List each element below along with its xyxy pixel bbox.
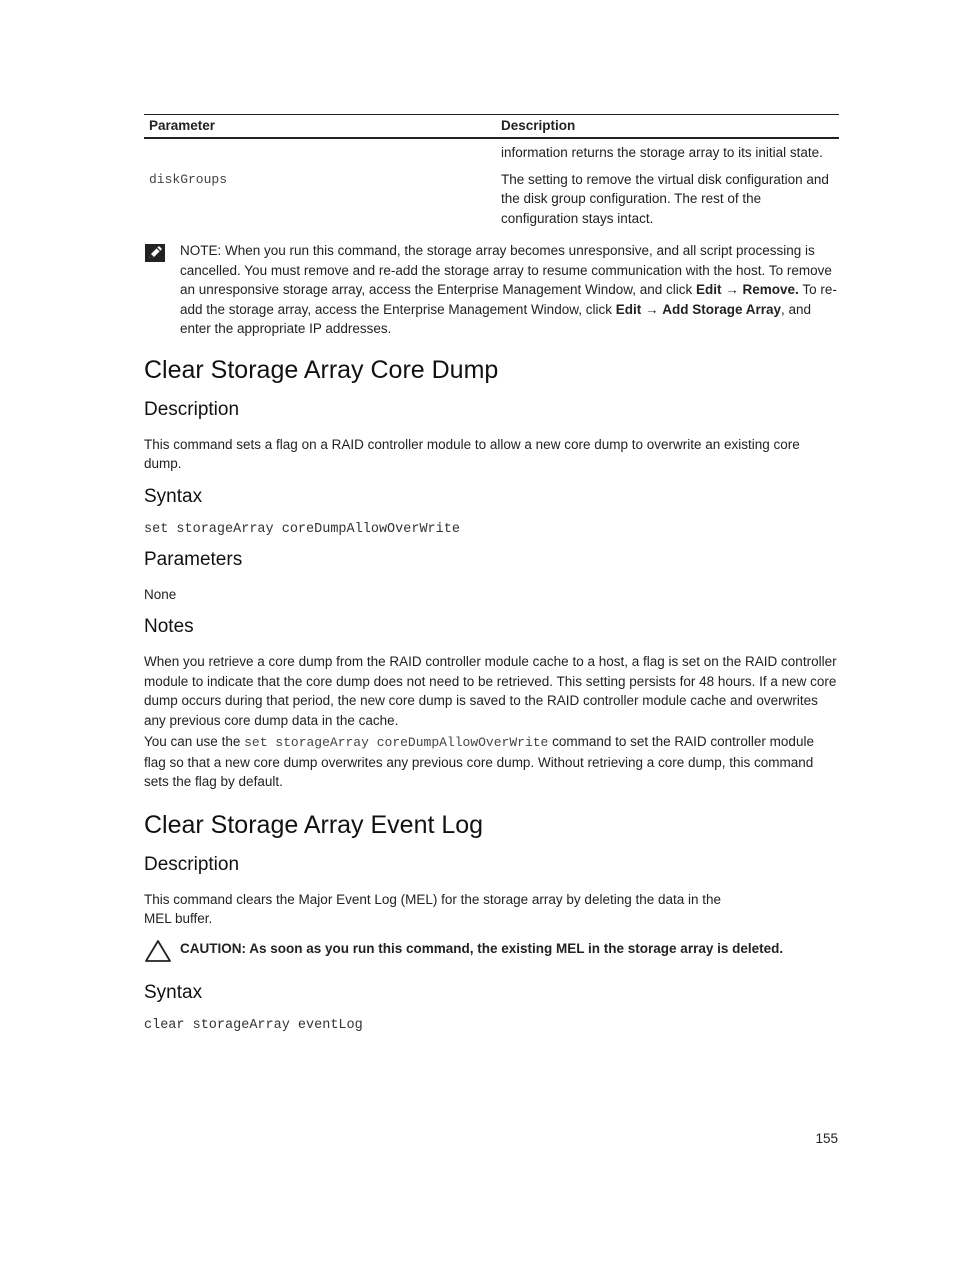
menu-edit: Edit [696, 282, 722, 297]
description-heading: Description [144, 398, 240, 420]
notes-paragraph [144, 732, 839, 792]
table-row [144, 138, 839, 166]
header-description: Description [496, 115, 839, 139]
description-line: This command clears the Major Event Log (MEL) for the storage array by deleting the data in the [144, 891, 722, 907]
param-cell: diskGroups [149, 171, 228, 187]
table-row [144, 166, 839, 232]
caution-box [144, 939, 839, 969]
description-heading: Description [144, 853, 240, 875]
param-cell [144, 138, 496, 166]
description-line: MEL buffer. [144, 911, 213, 926]
arrow: → [641, 301, 663, 317]
section-title: Clear Storage Array Event Log [144, 810, 484, 839]
note-label: NOTE: [180, 243, 222, 258]
syntax-code: set storageArray coreDumpAllowOverWrite [144, 521, 460, 537]
pencil-note-icon [144, 241, 180, 339]
caution-triangle-icon [144, 939, 180, 969]
note-box [144, 241, 839, 339]
desc-cell: information returns the storage array to its initial state. [501, 145, 823, 160]
syntax-heading: Syntax [144, 485, 203, 507]
section-title: Clear Storage Array Core Dump [144, 355, 499, 384]
note-part1: When you run this command, the storage array becomes unresponsive, and all script processing is cancelled. You must remove and re-add the storage array to resume communication with the host. To remove an unresponsive storage array, access the Enterprise Management Window, and click [180, 243, 832, 297]
notes-paragraph: When you retrieve a core dump from the RAID controller module cache to a host, a flag is set on the RAID controller module to indicate that the core dump does not need to be retrieved. This setting persists for 48 hours. If a new core dump occurs during that period, the new core dump is saved to the RAID controller module cache and overwrites any previous core dump data in the cache. [144, 654, 837, 728]
parameter-table [144, 114, 839, 231]
menu-add-storage-array: Add Storage Array [662, 301, 782, 317]
caution-text: CAUTION: As soon as you run this command, the existing MEL in the storage array is deleted. [180, 940, 784, 956]
notes-text: You can use the [144, 734, 245, 749]
description-text: This command sets a flag on a RAID controller module to allow a new core dump to overwrite an existing core dump. [144, 436, 800, 471]
parameters-text: None [144, 586, 177, 602]
syntax-heading: Syntax [144, 982, 203, 1003]
notes-text: command to set the RAID controller module flag so that a new core dump overwrites any previous core dump. Without retrieving a core dump, this command sets the flag by default. [144, 734, 814, 789]
note-part2: To re-add the storage array, access the Enterprise Management Window, click [180, 282, 837, 317]
desc-cell: The setting to remove the virtual disk configuration and the disk group configuration. The rest of the configuration stays intact. [501, 171, 829, 226]
page-content [144, 114, 839, 1033]
description-text [144, 890, 839, 929]
menu-edit: Edit [615, 301, 642, 317]
note-text [180, 241, 839, 339]
table-header-row [144, 115, 839, 139]
parameters-heading: Parameters [144, 548, 243, 570]
menu-remove: Remove. [742, 282, 799, 297]
inline-code: set storageArray coreDumpAllowOverWrite [244, 735, 549, 750]
syntax-code: clear storageArray eventLog [144, 1018, 363, 1033]
notes-heading: Notes [144, 616, 194, 637]
page-number: 155 [815, 1131, 838, 1146]
header-parameter: Parameter [144, 115, 496, 139]
note-part3: , and enter the appropriate IP addresses. [180, 301, 812, 336]
arrow: → [721, 282, 743, 297]
